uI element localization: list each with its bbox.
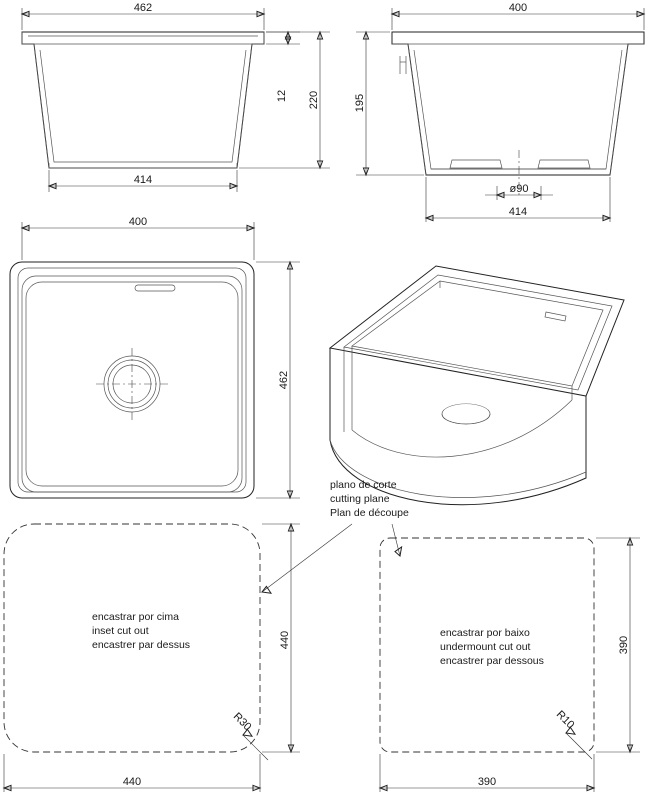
undermount-cutout-view — [380, 538, 640, 792]
dim-value-390-height: 390 — [618, 635, 630, 655]
dim-value-440-width: 440 — [122, 776, 142, 788]
dim-400-side — [392, 2, 644, 30]
inset-label-line-3: encastrer par dessus — [92, 639, 191, 651]
dim-440-width — [4, 754, 260, 792]
undermount-label-line-2: undermount cut out — [440, 641, 531, 653]
dim-value-400-side: 400 — [508, 2, 528, 14]
undermount-label-line-1: encastrar por baixo — [440, 627, 530, 639]
plan-view — [10, 216, 300, 498]
dim-value-195: 195 — [354, 93, 366, 113]
front-elevation-view — [22, 2, 330, 192]
isometric-view — [330, 266, 624, 505]
dim-400-plan — [22, 216, 254, 260]
dim-value-220: 220 — [308, 90, 320, 110]
callout-line-3: Plan de découpe — [330, 507, 409, 519]
callout-line-1: plano de corte — [330, 479, 397, 491]
dim-drain-diameter — [485, 183, 553, 200]
dim-440-height — [262, 524, 300, 752]
inset-label-line-2: inset cut out — [92, 625, 149, 637]
undermount-label-line-3: encastrer par dessous — [440, 655, 544, 667]
inset-label-line-1: encastrar por cima — [92, 611, 179, 623]
side-elevation-view — [354, 2, 644, 222]
dim-value-414-side: 414 — [508, 206, 528, 218]
inset-cutout-view — [4, 524, 300, 792]
dim-390-width — [380, 754, 594, 792]
dim-414-front — [49, 170, 237, 192]
dim-value-400-plan: 400 — [128, 216, 148, 228]
dim-195-side — [354, 32, 424, 175]
dim-value-440-height: 440 — [279, 630, 291, 650]
dim-value-12: 12 — [276, 89, 288, 103]
dim-390-height — [596, 538, 640, 752]
radius-callout-r30 — [231, 710, 268, 760]
dim-462-front — [22, 2, 264, 30]
dim-value-390-width: 390 — [477, 776, 497, 788]
dim-462-plan — [256, 262, 300, 498]
dim-value-r30: R30 — [230, 710, 254, 734]
cutting-plane-callout — [262, 479, 409, 593]
dim-value-o90: ø90 — [509, 183, 529, 195]
dim-value-462-plan: 462 — [278, 370, 290, 390]
callout-line-2: cutting plane — [330, 493, 390, 505]
dim-value-462-front: 462 — [133, 2, 153, 14]
dim-12-rim — [266, 32, 300, 102]
dim-value-r10: R10 — [553, 708, 577, 732]
radius-callout-r10 — [554, 708, 592, 759]
dim-value-414-front: 414 — [133, 174, 153, 186]
